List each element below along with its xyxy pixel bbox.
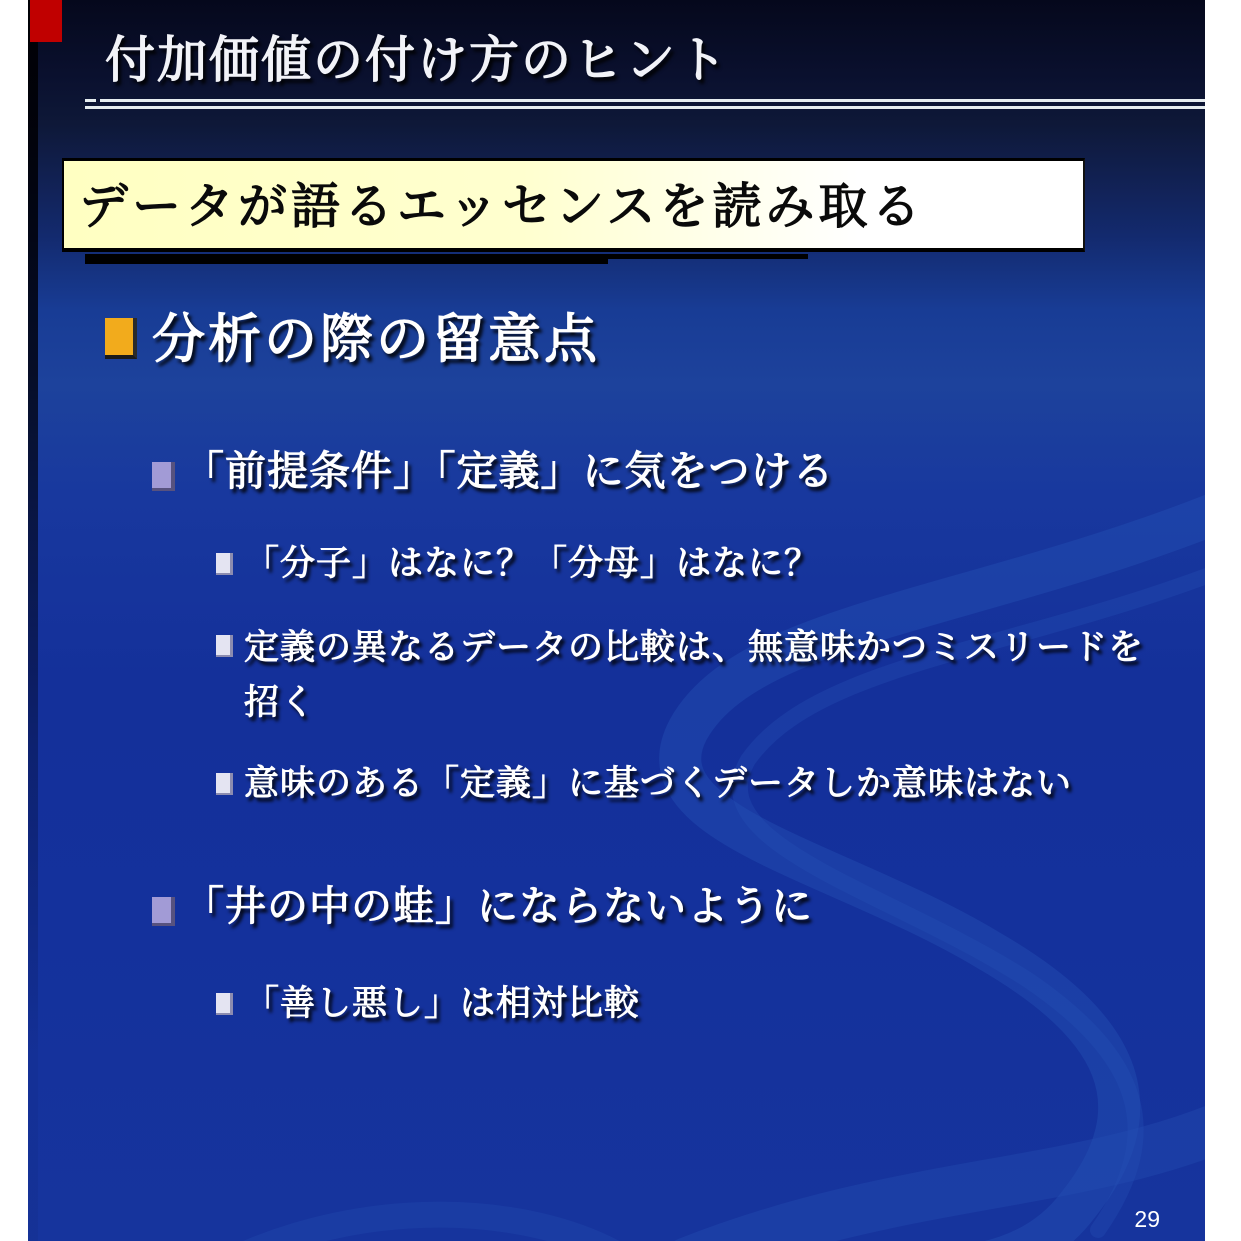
slide-canvas [28,0,1205,1241]
banner-shadow-bar-thin [608,254,808,259]
red-accent-block [30,0,62,42]
page-title: 付加価値の付け方のヒント [105,32,729,88]
lavender-square-bullet-icon [216,773,233,795]
gold-square-bullet-icon [105,318,137,359]
item-text: 意味のある「定義」に基づくデータしか意味はない [244,764,1073,803]
heading-text: 分析の際の留意点 [152,310,600,369]
section-banner [62,158,1085,252]
bullet-row-item [216,978,640,1031]
item-text: 「分子」はなに？「分母」はなに？ [244,544,821,583]
section1-title-text: 「前提条件」「定義」に気をつける [183,448,835,494]
bullet-row-heading [105,300,600,380]
bullet-row-item [216,620,1169,731]
slide-left-border [28,0,38,1241]
lavender-square-bullet-icon [216,553,233,575]
banner-shadow-bar [85,254,608,264]
section-banner-text: データが語るエッセンスを読み取る [79,180,925,234]
bullet-row-item [216,538,820,591]
title-underline-tick [85,99,96,102]
section2-title-text: 「井の中の蛙」にならないように [183,883,813,929]
lavender-square-bullet-icon [216,993,233,1015]
purple-square-bullet-icon [152,462,175,491]
lavender-square-bullet-icon [216,635,233,657]
title-underline-bottom [85,106,1205,109]
item-text: 定義の異なるデータの比較は、無意味かつミスリードを招く [244,628,1145,723]
bullet-row-section2 [152,876,813,938]
item-text: 「善し悪し」は相対比較 [244,984,641,1023]
page-number: 29 [1134,1206,1160,1232]
bullet-row-section1 [152,441,835,503]
title-underline-top [100,99,1205,102]
bullet-row-item [216,758,1072,811]
purple-square-bullet-icon [152,897,175,926]
